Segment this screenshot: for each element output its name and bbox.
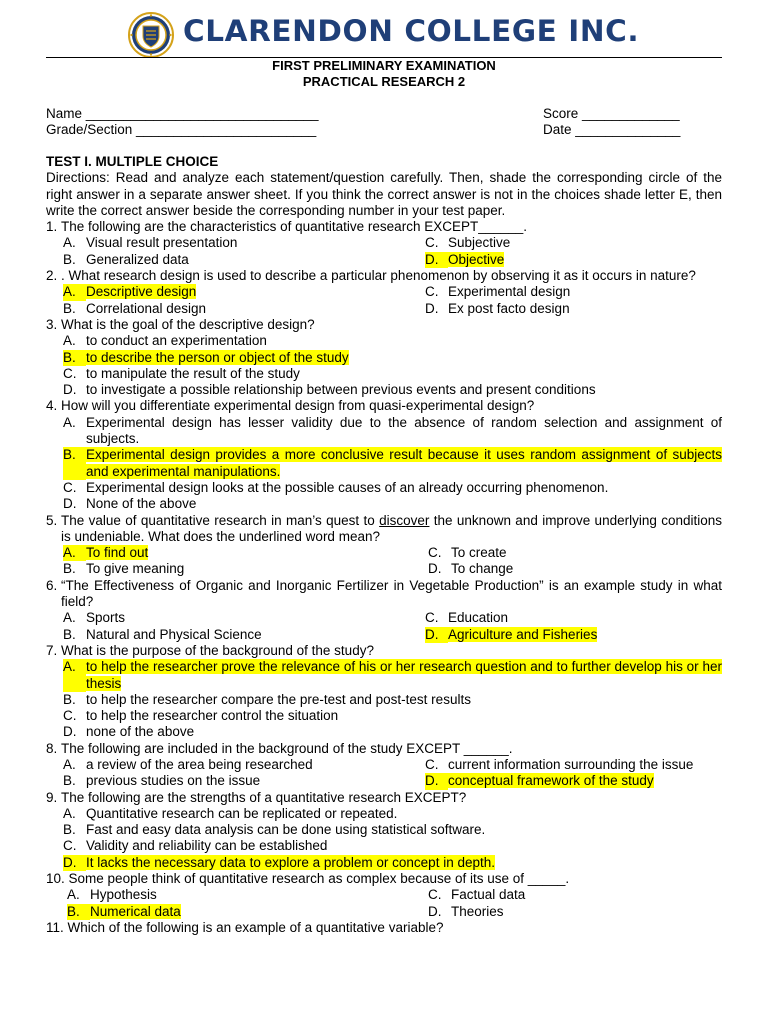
option-list xyxy=(46,757,722,790)
option-highlighted-answer[interactable] xyxy=(63,545,428,561)
option-text: Objective xyxy=(448,251,505,267)
question xyxy=(46,398,722,414)
option[interactable] xyxy=(63,235,425,251)
option[interactable] xyxy=(63,708,722,724)
option-letter: C. xyxy=(425,756,439,772)
option-highlighted-answer[interactable] xyxy=(67,904,428,920)
option-letter: C. xyxy=(425,284,439,300)
option-text: to manipulate the result of the study xyxy=(86,365,300,381)
question-number: 7. xyxy=(46,642,62,658)
option-letter: C. xyxy=(63,479,77,495)
question-number: 8. xyxy=(46,740,62,756)
option-highlighted-answer[interactable] xyxy=(63,447,722,480)
option[interactable] xyxy=(428,561,722,577)
name-field[interactable]: Name _______________________________ xyxy=(46,106,319,121)
question xyxy=(46,317,722,333)
question xyxy=(46,871,722,887)
question-text xyxy=(61,513,722,546)
option-letter: B. xyxy=(63,447,86,480)
option-text: a review of the area being researched xyxy=(86,756,313,772)
option-highlighted-answer[interactable] xyxy=(425,773,722,789)
option-letter: B. xyxy=(63,300,76,316)
option-letter: B. xyxy=(63,626,76,642)
option-text: Fast and easy data analysis can be done using statistical software. xyxy=(86,822,486,838)
question-text: The following are the characteristics of quantitative research EXCEPT______. xyxy=(61,219,528,235)
option-letter: B. xyxy=(63,251,76,267)
option-text: Factual data xyxy=(451,887,526,903)
option-text: Agriculture and Fisheries xyxy=(448,626,598,642)
header xyxy=(0,8,768,58)
question-number: 4. xyxy=(46,398,62,414)
option-letter: B. xyxy=(63,561,76,577)
question-text: Some people think of quantitative research as complex because of its use of _____. xyxy=(68,871,570,887)
option-letter: A. xyxy=(63,545,86,561)
option-text: Quantitative research can be replicated or repeated. xyxy=(86,805,398,821)
option-list xyxy=(46,333,722,398)
question xyxy=(46,790,722,806)
option-letter: D. xyxy=(63,724,77,740)
question-number: 10. xyxy=(46,871,69,887)
option[interactable] xyxy=(63,757,425,773)
option-letter: D. xyxy=(428,903,442,919)
option-letter: A. xyxy=(63,333,76,349)
option-highlighted-answer[interactable] xyxy=(63,350,722,366)
option-text: previous studies on the issue xyxy=(86,773,261,789)
option-letter: D. xyxy=(425,773,448,789)
option-letter: D. xyxy=(425,627,448,643)
question xyxy=(46,513,722,546)
option-text: Subjective xyxy=(448,235,511,251)
option-letter: D. xyxy=(63,855,86,871)
option-text: Descriptive design xyxy=(86,284,197,300)
option-letter: C. xyxy=(63,365,77,381)
option[interactable] xyxy=(63,301,425,317)
option-list xyxy=(46,887,722,920)
option-highlighted-answer[interactable] xyxy=(425,627,722,643)
option[interactable] xyxy=(63,415,722,448)
question-number: 5. xyxy=(46,512,62,528)
option[interactable] xyxy=(63,366,722,382)
college-name: CLARENDON COLLEGE INC. xyxy=(183,14,640,48)
option-letter: B. xyxy=(63,691,76,707)
question-text: What is the purpose of the background of the study? xyxy=(61,642,374,658)
test-title: TEST I. MULTIPLE CHOICE xyxy=(46,154,219,169)
option-text: to conduct an experimentation xyxy=(86,333,267,349)
option-text: To create xyxy=(451,545,507,561)
option-letter: D. xyxy=(63,496,77,512)
option-letter: A. xyxy=(63,805,76,821)
option[interactable] xyxy=(63,822,722,838)
option[interactable] xyxy=(425,757,722,773)
option-text: To find out xyxy=(86,545,149,561)
option-list xyxy=(46,610,722,643)
option-letter: C. xyxy=(425,235,439,251)
question-text: Which of the following is an example of a quantitative variable? xyxy=(67,919,444,935)
question xyxy=(46,920,722,936)
option-letter: B. xyxy=(67,904,90,920)
option-letter: A. xyxy=(63,284,86,300)
option[interactable] xyxy=(63,561,428,577)
option-letter: D. xyxy=(428,561,442,577)
option-letter: B. xyxy=(63,350,86,366)
option-text: Experimental design looks at the possible causes of an already occurring phenomenon. xyxy=(86,479,609,495)
option-text: current information surrounding the issue xyxy=(448,756,694,772)
underlined-word: discover xyxy=(379,512,430,528)
option-text: Ex post facto design xyxy=(448,300,570,316)
option[interactable] xyxy=(63,333,722,349)
question xyxy=(46,268,722,284)
option[interactable] xyxy=(67,887,428,903)
question-number: 3. xyxy=(46,316,62,332)
option-text: Validity and reliability can be established xyxy=(86,838,328,854)
option-letter: A. xyxy=(63,414,76,430)
option[interactable] xyxy=(63,773,425,789)
question-number: 9. xyxy=(46,789,62,805)
directions: Directions: Read and analyze each statement/question carefully. Then, shade the corresponding circle of the right answer in a separate answer sheet. If you think the correct answer is not in the choices shade letter E, then write the correct answer beside the corresponding number in your test paper. xyxy=(46,170,722,218)
option-text: conceptual framework of the study xyxy=(448,773,654,789)
option-text: Experimental design has lesser validity due to the absence of random selection and assignment of subjects. xyxy=(86,414,722,447)
option[interactable] xyxy=(425,610,722,626)
option-letter: A. xyxy=(63,610,76,626)
question-text: How will you differentiate experimental design from quasi-experimental design? xyxy=(61,398,535,414)
option-text: to help the researcher control the situation xyxy=(86,708,339,724)
option-letter: A. xyxy=(63,659,86,692)
option-list xyxy=(46,415,722,513)
option[interactable] xyxy=(63,382,722,398)
option-list xyxy=(46,235,722,268)
option-text: Visual result presentation xyxy=(86,235,238,251)
option-text: Experimental design provides a more conclusive result because it uses random assignment of subjects and experimental manipulations. xyxy=(86,447,722,479)
question xyxy=(46,578,722,611)
option[interactable] xyxy=(63,627,425,643)
option-letter: C. xyxy=(425,610,439,626)
exam-title: FIRST PRELIMINARY EXAMINATION xyxy=(272,58,496,73)
option[interactable] xyxy=(428,887,722,903)
option-text: Theories xyxy=(451,903,504,919)
option-list xyxy=(46,659,722,740)
question xyxy=(46,219,722,235)
option-text: It lacks the necessary data to explore a problem or concept in depth. xyxy=(86,854,495,870)
question-number: 1. xyxy=(46,219,62,235)
question-text: “The Effectiveness of Organic and Inorganic Fertilizer in Vegetable Production” is an example study in what field? xyxy=(61,577,722,610)
option-highlighted-answer[interactable] xyxy=(63,659,722,692)
option[interactable] xyxy=(63,480,722,496)
question xyxy=(46,741,722,757)
option-letter: B. xyxy=(63,773,76,789)
option-letter: D. xyxy=(63,382,77,398)
option-text: Correlational design xyxy=(86,300,207,316)
option-text: Numerical data xyxy=(90,903,181,919)
exam-body xyxy=(46,154,722,936)
question-text: The following are the strengths of a quantitative research EXCEPT? xyxy=(61,789,467,805)
question-text: . What research design is used to describe a particular phenomenon by observing it as it occurs in nature? xyxy=(61,268,696,284)
option-text: Hypothesis xyxy=(90,887,157,903)
option-highlighted-answer[interactable] xyxy=(63,284,425,300)
option-text: To change xyxy=(451,561,514,577)
option-text: to help the researcher compare the pre-test and post-test results xyxy=(86,691,471,707)
option-letter: C. xyxy=(63,838,77,854)
option-text: Education xyxy=(448,610,509,626)
option-list xyxy=(46,284,722,317)
option-text: to help the researcher prove the relevance of his or her research question and to further develop his or her thesis xyxy=(86,659,722,691)
option[interactable] xyxy=(63,724,722,740)
question-number: 6. xyxy=(46,577,62,593)
option[interactable] xyxy=(425,301,722,317)
option-highlighted-answer[interactable] xyxy=(63,855,722,871)
option[interactable] xyxy=(428,545,722,561)
option-text: To give meaning xyxy=(86,561,185,577)
option-letter: C. xyxy=(428,887,442,903)
option-highlighted-answer[interactable] xyxy=(425,252,722,268)
option-text: Experimental design xyxy=(448,284,571,300)
date-field[interactable]: Date ______________ xyxy=(543,122,681,137)
option[interactable] xyxy=(63,252,425,268)
score-field[interactable]: Score _____________ xyxy=(543,106,680,121)
option[interactable] xyxy=(425,284,722,300)
option-letter: A. xyxy=(63,235,76,251)
option[interactable] xyxy=(63,610,425,626)
option-list xyxy=(46,545,722,578)
option-letter: C. xyxy=(428,545,442,561)
option[interactable] xyxy=(63,496,722,512)
option-text: to investigate a possible relationship between previous events and present conditions xyxy=(86,382,596,398)
question xyxy=(46,643,722,659)
question-text-part: the unknown and improve underlying conditions is undeniable. What does the underlined word mean? xyxy=(61,512,723,544)
option-letter: D. xyxy=(425,252,448,268)
option-text: Generalized data xyxy=(86,251,189,267)
option-text: none of the above xyxy=(86,724,195,740)
option[interactable] xyxy=(63,838,722,854)
option-letter: A. xyxy=(63,756,76,772)
subject-title: PRACTICAL RESEARCH 2 xyxy=(302,74,466,89)
option-letter: D. xyxy=(425,300,439,316)
option-list xyxy=(46,806,722,871)
question-text-part: The value of quantitative research in man’s quest to xyxy=(61,512,380,528)
option[interactable] xyxy=(63,806,722,822)
college-logo-icon xyxy=(128,12,174,58)
option-letter: C. xyxy=(63,708,77,724)
option[interactable] xyxy=(428,904,722,920)
question-text: The following are included in the background of the study EXCEPT ______. xyxy=(61,740,513,756)
option-text: to describe the person or object of the study xyxy=(86,349,349,365)
option[interactable] xyxy=(63,692,722,708)
grade-section-field[interactable]: Grade/Section ________________________ xyxy=(46,122,317,137)
question-number: 11. xyxy=(46,919,68,935)
option-text: None of the above xyxy=(86,496,197,512)
option-text: Natural and Physical Science xyxy=(86,626,262,642)
question-number: 2. xyxy=(46,268,62,284)
option-text: Sports xyxy=(86,610,126,626)
option-letter: B. xyxy=(63,822,76,838)
option-letter: A. xyxy=(67,887,80,903)
question-text: What is the goal of the descriptive design? xyxy=(61,316,315,332)
option[interactable] xyxy=(425,235,722,251)
